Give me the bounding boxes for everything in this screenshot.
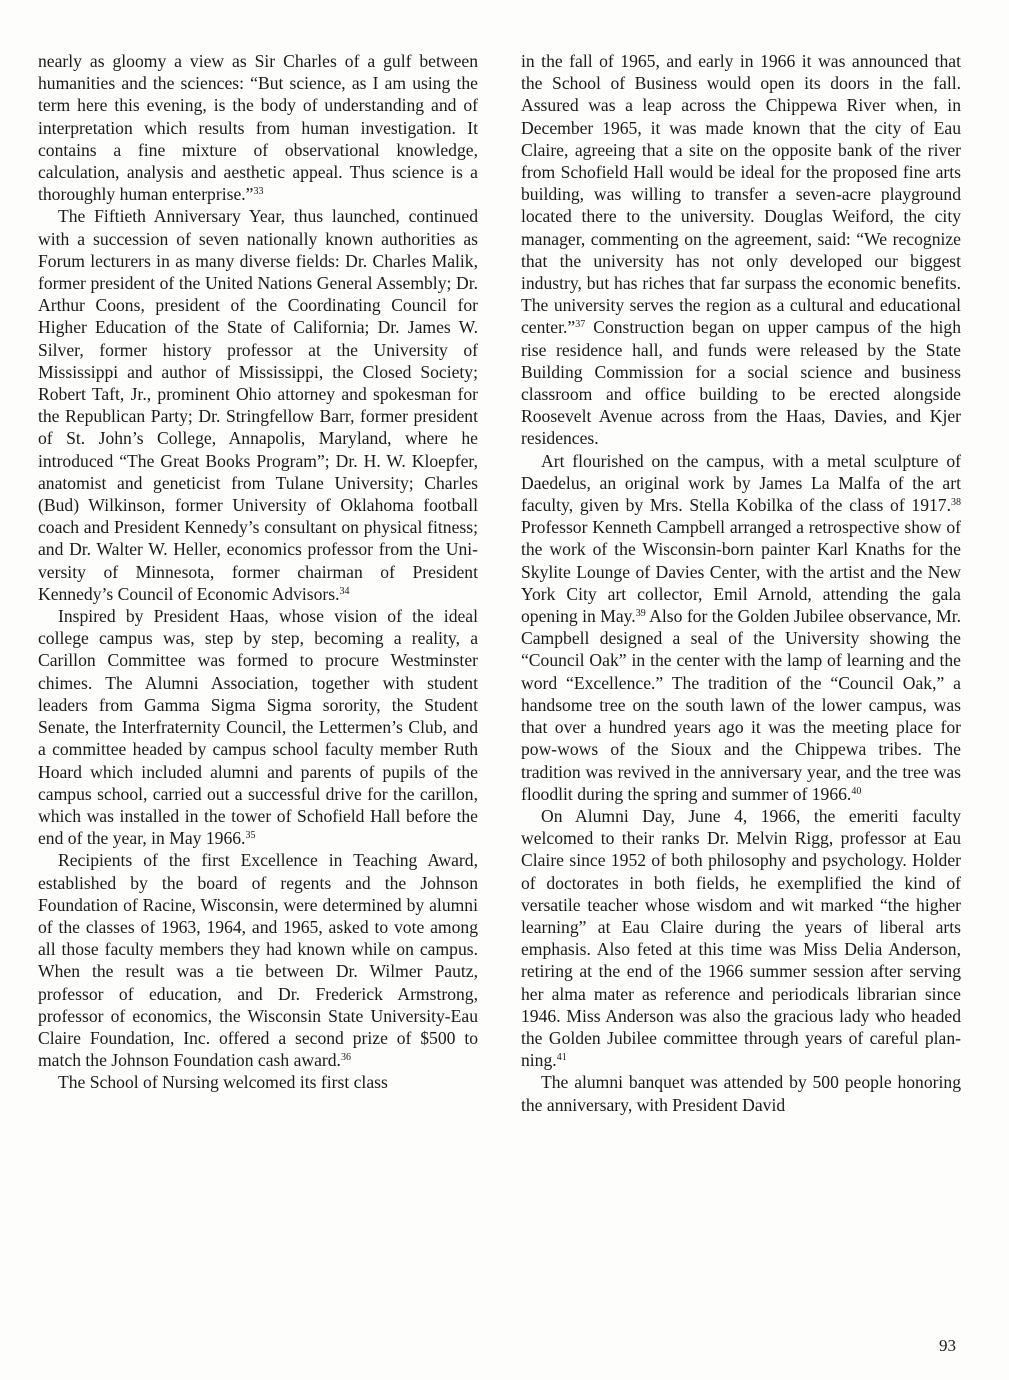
paragraph: in the fall of 1965, and early in 1966 it was announced that the School of Business would open its doors in the fall. Assured was a leap across the Chippewa River when, in December 1965, it was made known that the city of Eau Claire, agreeing that a site on the opposite bank of the river from Schofield Hall would be ideal for the proposed fine arts building, was willing to transfer a seven-acre playground located there to the university. Douglas Weiford, the city manager, commenting on the agreement, said: “We recognize that the university has not only developed our biggest industry, but has riches that far surpass the economic benefits. The university serves the region as a cultural and educational center.”$^{37}$ Construction began on upper campus of the high rise residence hall, and funds were released by the State Building Commission for a social science and business classroom and office building to be erected alongside Roosevelt Avenue across from the Haas, Davies, and Kjer residences. [521,51,961,449]
footnote-ref: 35 [245,830,256,842]
footnote-ref: 33 [253,186,264,198]
right-column [521,50,961,1116]
footnote-ref: 36 [340,1052,351,1064]
footnote-ref: 38 [951,497,961,509]
page-number: 93 [939,1336,956,1355]
paragraph: The alumni banquet was attended by 500 people honoring the anniversary, with President David [521,1072,961,1115]
paragraph: The Fiftieth Anniversary Year, thus launched, continued with a succession of seven nationally known authorities as Forum lecturers in as many diverse fields: Dr. Charles Malik, former president of the United Nations General Assembly; Dr. Arthur Coons, president of the Coordinating Council for Higher Education of the State of California; Dr. James W. Silver, former history professor at the University of Mississippi and author of Mississippi, the Closed Society; Robert Taft, Jr., prominent Ohio attorney and spokesman for the Republican Party; Dr. Stringfellow Barr, former president of St. John’s College, Annapolis, Maryland, where he introduced “The Great Books Program”; Dr. H. W. Kloepfer, anatomist and geneticist from Tulane University; Charles (Bud) Wilkinson, former University of Oklahoma football coach and President Kennedy’s consultant on physical fitness; and Dr. Walter W. Heller, economics professor from the University of Minnesota, former chairman of President Kennedy’s Council of Economic Advisors.$^{34}$ [38,206,478,604]
footnote-ref: 39 [635,608,646,620]
paragraph: Inspired by President Haas, whose vision of the ideal college campus was, step by step, becoming a reality, a Carillon Committee was formed to procure Westminster chimes. The Alumni Association, together with student leaders from Gamma Sigma Sigma sorority, the Student Senate, the Interfraternity Council, the Lettermen’s Club, and a committee headed by campus school faculty member Ruth Hoard which included alumni and parents of pupils of the campus school, carried out a successful drive for the carillon, which was installed in the tower of Schofield Hall before the end of the year, in May 1966.35 [38,606,478,849]
paragraph: On Alumni Day, June 4, 1966, the emeriti faculty welcomed to their ranks Dr. Melvin Rigg, professor at Eau Claire since 1952 of both philosophy and psychology. Holder of doctorates in both fields, he exemplified the kind of versatile teacher whose wisdom and wit marked “the higher learning” at Eau Claire during the years of liberal arts emphasis. Also feted at this time was Miss Delia Anderson, retiring at the end of the 1966 summer session after serving her alma mater as reference and periodicals librarian since 1946. Miss Anderson was also the gracious lady who headed the Golden Jubilee committee through years of careful planning.$^{41}$ [521,805,961,1071]
footnote-ref: 41 [556,1052,567,1064]
footnote-ref: 40 [851,785,862,797]
footnote-ref: 34 [339,585,350,597]
paragraph: nearly as gloomy a view as Sir Charles of a gulf between humanities and the sciences: “But science, as I am using the term here this evening, is the body of understanding and of interpretation which results from human investigation. It contains a fine mixture of observational knowledge, calculation, analysis and aesthetic appeal. Thus science is a thoroughly human enterprise.”$^{33}$ [38,51,478,205]
footnote-ref: 37 [575,319,586,331]
paragraph: Recipients of the first Excellence in Teaching Award, established by the board of regents and the Johnson Foundation of Racine, Wisconsin, were determined by alumni of the classes of 1963, 1964, and 1965, asked to vote among all those faculty members they had known while on campus. When the result was a tie between Dr. Wilmer Pautz, professor of education, and Dr. Frederick Armstrong, professor of economics, the Wisconsin State University-Eau Claire Foundation, Inc. offered a second prize of $500 to match the Johnson Foundation cash award.$^{36}$ [38,850,478,1071]
paragraph: The School of Nursing welcomed its first class [58,1072,388,1093]
left-column [38,50,478,1094]
paragraph: Art flourished on the campus, with a metal sculpture of Daedelus, an original work by James La Malfa of the art faculty, given by Mrs. Stella Kobilka of the class of 1917.38 Professor Kenneth Campbell arranged a retrospective show of the work of the Wisconsin-born painter Karl Knaths for the Skylite Lounge of Davies Center, with the artist and the New York City art collector, Emil Arnold, attending the gala opening in May.$^{39}$ Also for the Golden Jubilee observance, Mr. Campbell designed a seal of the University showing the “Council Oak” in the center with the lamp of learning and the word “Excellence.” The tradition of the “Council Oak,” a handsome tree on the south lawn of the lower campus, was that over a hundred years ago it was the meeting place for pow-wows of the Sioux and the Chippewa tribes. The tradition was revived in the anniversary year, and the tree was floodlit during the spring and summer of 1966.40 [521,450,962,804]
